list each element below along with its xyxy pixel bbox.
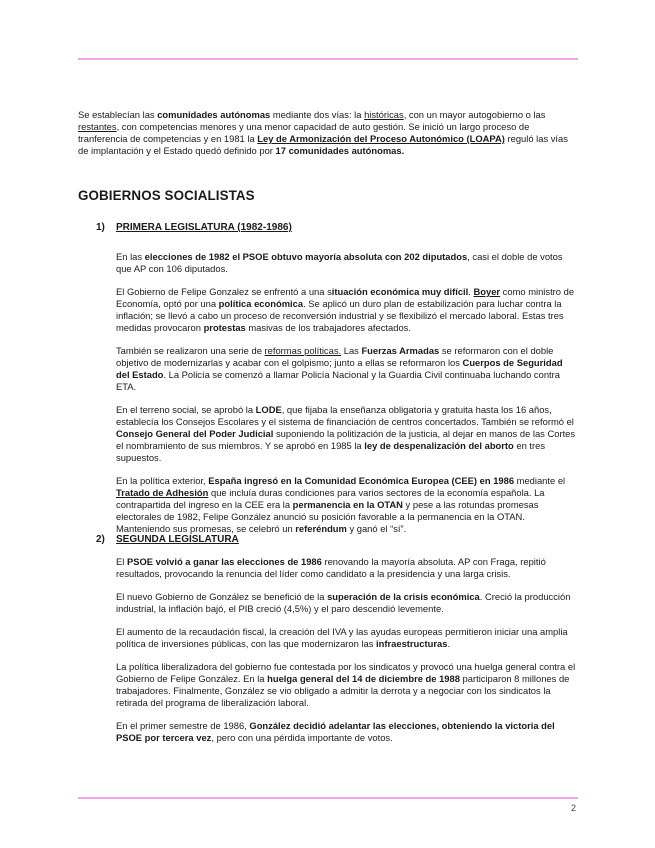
subsection-1-body	[116, 251, 578, 546]
bold-run: González decidió adelantar las elecciones, obteniendo la victoria del PSOE por tercera vez	[116, 720, 555, 743]
text-run: , casi el doble de votos que AP con 106 diputados.	[116, 251, 563, 274]
bold-run: huelga general del 14 de diciembre de 1988	[267, 673, 460, 684]
text-run: El nuevo Gobierno de González se benefició de la	[116, 591, 328, 602]
text-run: se reformaron con el doble objetivo de modernizarlas y acabar con el golpismo; junto a ellas se reformaron los	[116, 345, 554, 368]
paragraph	[116, 251, 578, 275]
bold-run: protestas	[203, 322, 246, 333]
page-number: 2	[571, 803, 577, 813]
bold-run: elecciones de 1982 el PSOE obtuvo mayoría absoluta con 202 diputados	[144, 251, 468, 262]
paragraph	[116, 720, 578, 744]
text-run: renovando la mayoría absoluta. AP con Fraga, repitió resultados, provocando la renuncia del líder como candidato a la presidencia y una larga crisis.	[116, 556, 546, 579]
subsection-number: 1)	[96, 222, 105, 233]
text-run: reguló las vías de implantación y el Estado quedó definido por	[78, 133, 568, 156]
text-run: participaron 8 millones de trabajadores. Finalmente, González se vio obligado a admitir la derrota y a negociar con los sindicatos la retirada del programa de liberalización laboral.	[116, 673, 570, 708]
bold-run: ituación económica muy difícil	[331, 286, 469, 297]
subsection-title: SEGUNDA LEGISLATURA	[116, 534, 239, 545]
bold-underlined-run: Tratado de Adhesión	[116, 487, 209, 498]
bold-run: referéndum	[295, 523, 347, 534]
header-rule	[78, 58, 578, 60]
bold-run: 17 comunidades autónomas.	[275, 145, 405, 156]
text-run: , pero con una pérdida importante de votos.	[211, 732, 393, 743]
paragraph	[116, 626, 578, 650]
text-run: como ministro de Economía, optó por una	[116, 286, 575, 309]
text-run: y ganó el “sí”.	[346, 523, 407, 534]
text-run: mediante dos vías: la	[270, 109, 365, 120]
text-run: en tres supuestos.	[116, 440, 546, 463]
subsection-1-heading	[96, 222, 292, 233]
text-run: El	[116, 556, 127, 567]
subsection-2-heading	[96, 534, 239, 545]
bold-run: permanencia en la OTAN	[292, 499, 403, 510]
subsection-2-body	[116, 556, 578, 755]
text-run: Se establecían las	[78, 109, 158, 120]
bold-run: comunidades autónomas	[157, 109, 271, 120]
text-run: , con un mayor autogobierno o las	[403, 109, 546, 120]
text-run: masivas de los trabajadores afectados.	[245, 322, 411, 333]
text-run: El Gobierno de Felipe Gonzalez se enfrentó a una s	[116, 286, 332, 297]
paragraph	[116, 591, 578, 615]
text-run: En el primer semestre de 1986,	[116, 720, 250, 731]
paragraph	[116, 345, 578, 393]
bold-run: Consejo General del Poder Judicial	[116, 428, 274, 439]
text-run: .	[468, 286, 474, 297]
text-run: , con competencias menores y una menor capacidad de auto gestión. Se inició un largo proceso de tranferencia de competencias y en 1981 la	[78, 121, 530, 144]
paragraph	[116, 404, 578, 464]
text-run: . Se aplicó un duro plan de estabilización para luchar contra la inflación; se llevó a cabo un proceso de reconversión industrial y se flexibilizó el mercado laboral. Estas tres medidas provocaron	[116, 298, 564, 333]
bold-run: España ingresó en la Comunidad Económica Europea (CEE) en 1986	[208, 475, 515, 486]
section-heading: GOBIERNOS SOCIALISTAS	[78, 188, 255, 203]
bold-run: LODE	[255, 404, 282, 415]
underlined-run: históricas	[364, 109, 404, 120]
bold-underlined-run: Ley de Armonización del Proceso Autonómico (LOAPA)	[257, 133, 505, 144]
underlined-run: restantes	[78, 121, 117, 132]
paragraph	[116, 286, 578, 334]
text-run: También se realizaron una serie de	[116, 345, 265, 356]
text-run: .	[447, 638, 451, 649]
bold-run: Fuerzas Armadas	[361, 345, 440, 356]
bold-run: PSOE volvió a ganar las elecciones de 1986	[126, 556, 322, 567]
bold-run: infraestructuras	[376, 638, 448, 649]
bold-run: política económica	[218, 298, 304, 309]
text-run: En las	[116, 251, 145, 262]
text-run: , que fijaba la enseñanza obligatoria y gratuita hasta los 16 años, establecía los Consejos Escolares y el sistema de financiación de centros concertados. También se reformó el	[116, 404, 574, 427]
text-run: mediante el	[514, 475, 566, 486]
footer-rule	[78, 797, 578, 799]
text-run: que incluía duras condiciones para varios sectores de la economía española. La contrapartida del ingreso en la CEE era la	[116, 487, 545, 510]
text-run: El aumento de la recaudación fiscal, la creación del IVA y las ayudas europeas permitieron iniciar una amplia política de inversiones públicas, con las que modernizaron las	[116, 626, 568, 649]
text-run: En el terreno social, se aprobó la	[116, 404, 256, 415]
text-run: . La Policía se comenzó a llamar Policía Nacional y la Guardia Civil continuaba luchando contra ETA.	[116, 369, 560, 392]
paragraph	[116, 556, 578, 580]
bold-run: Cuerpos de Seguridad del Estado	[116, 357, 563, 380]
bold-run: superación de la crisis económica	[327, 591, 480, 602]
paragraph	[116, 661, 578, 709]
paragraph	[116, 475, 578, 535]
text-run: La política liberalizadora del gobierno fue contestada por los sindicatos y provocó una huelga general contra el Gobierno de Felipe González. En la	[116, 661, 576, 684]
text-run: y pese a las rotundas promesas electorales de 1982, Felipe González anunció su posición favorable a la permanencia en la OTAN. Manteniendo sus promesas, se celebró un	[116, 499, 539, 534]
text-run: . Creció la producción industrial, la inflación bajó, el PIB creció (4,5%) y el paro descendió levemente.	[116, 591, 571, 614]
intro-paragraph	[78, 109, 580, 157]
subsection-number: 2)	[96, 534, 105, 545]
bold-underlined-run: Boyer	[473, 286, 501, 297]
text-run: En la política exterior,	[116, 475, 209, 486]
text-run: suponiendo la politización de la justicia, al dejar en manos de las Cortes el nombramiento de sus miembros. Y se aprobó en 1985 la	[116, 428, 576, 451]
underlined-run: reformas políticas.	[264, 345, 342, 356]
bold-run: ley de despenalización del aborto	[364, 440, 514, 451]
subsection-title: PRIMERA LEGISLATURA (1982-1986)	[116, 222, 292, 233]
text-run: Las	[341, 345, 362, 356]
